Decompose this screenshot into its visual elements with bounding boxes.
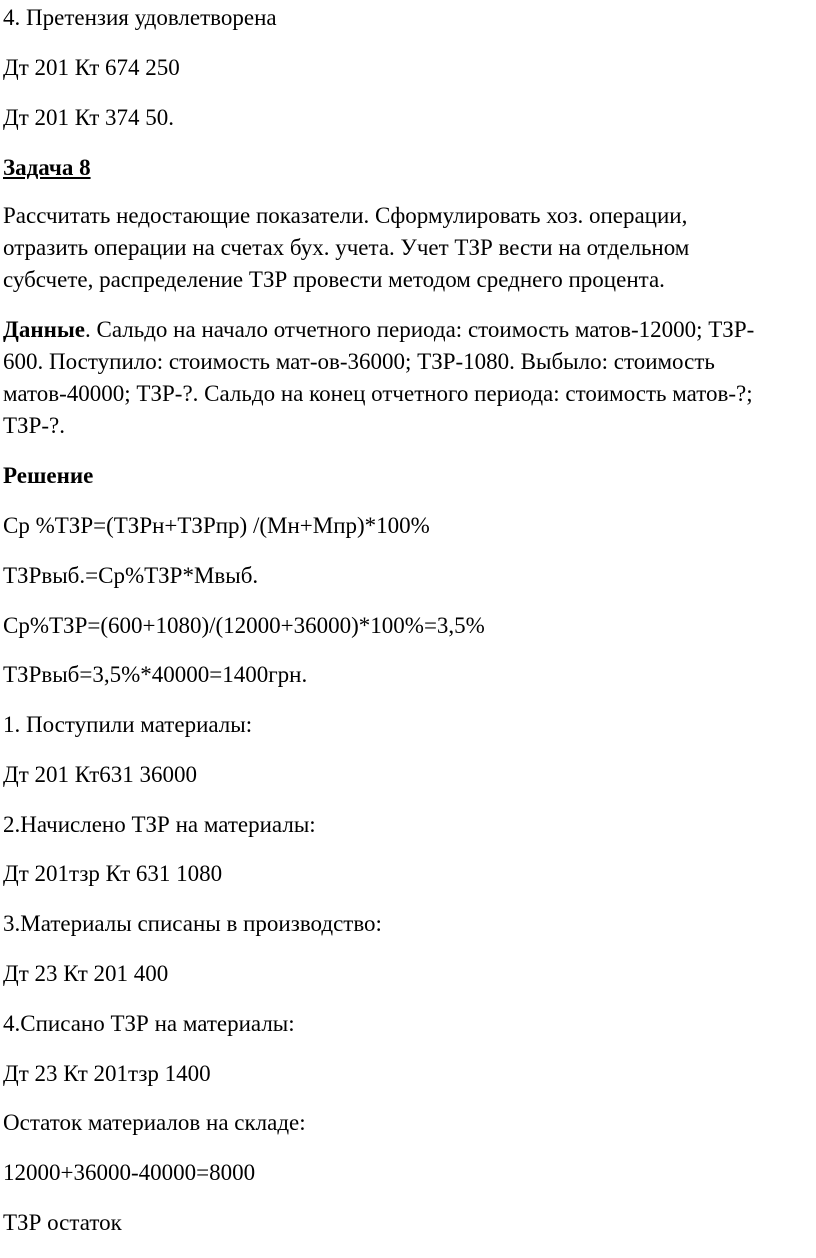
entry-line: Дт 201 Кт 374 50. [3, 105, 175, 130]
task-text-line: субсчете, распределение ТЗР провести методом среднего процента. [3, 267, 665, 292]
data-label: Данные [3, 317, 85, 342]
task-text-line: Рассчитать недостающие показатели. Сформулировать хоз. операции, [3, 203, 688, 228]
formula-line: 12000+36000-40000=8000 [3, 1160, 256, 1185]
data-text: . Сальдо на начало отчетного периода: стоимость матов-12000; ТЗР- [85, 317, 755, 342]
formula-line: ТЗРвыб=3,5%*40000=1400грн. [3, 662, 308, 687]
claim-line: 4. Претензия удовлетворена [3, 5, 277, 30]
formula-line: Ср%ТЗР=(600+1080)/(12000+36000)*100%=3,5% [3, 613, 485, 638]
entry-line: Дт 201 Кт 674 250 [3, 55, 180, 80]
operation-line: ТЗР остаток [3, 1210, 122, 1235]
operation-line: Остаток материалов на складе: [3, 1110, 306, 1135]
solution-heading: Решение [3, 463, 94, 488]
task-heading: Задача 8 [3, 155, 91, 180]
entry-line: Дт 23 Кт 201тзр 1400 [3, 1061, 211, 1086]
formula-line: Ср %ТЗР=(ТЗРн+ТЗРпр) /(Мн+Мпр)*100% [3, 513, 430, 538]
operation-line: 4.Списано ТЗР на материалы: [3, 1011, 295, 1036]
entry-line: Дт 201тзр Кт 631 1080 [3, 861, 223, 886]
operation-line: 1. Поступили материалы: [3, 712, 253, 737]
operation-line: 2.Начислено ТЗР на материалы: [3, 812, 316, 837]
entry-line: Дт 23 Кт 201 400 [3, 961, 169, 986]
data-paragraph-line: ТЗР-?. [3, 413, 65, 438]
data-paragraph-line [3, 314, 754, 346]
data-paragraph-line: 600. Поступило: стоимость мат-ов-36000; ТЗР-1080. Выбыло: стоимость [3, 349, 715, 374]
formula-line: ТЗРвыб.=Ср%ТЗР*Мвыб. [3, 563, 259, 588]
task-text-line: отразить операции на счетах бух. учета. Учет ТЗР вести на отдельном [3, 235, 690, 260]
data-paragraph-line: матов-40000; ТЗР-?. Сальдо на конец отчетного периода: стоимость матов-?; [3, 381, 753, 406]
entry-line: Дт 201 Кт631 36000 [3, 762, 198, 787]
operation-line: 3.Материалы списаны в производство: [3, 911, 382, 936]
